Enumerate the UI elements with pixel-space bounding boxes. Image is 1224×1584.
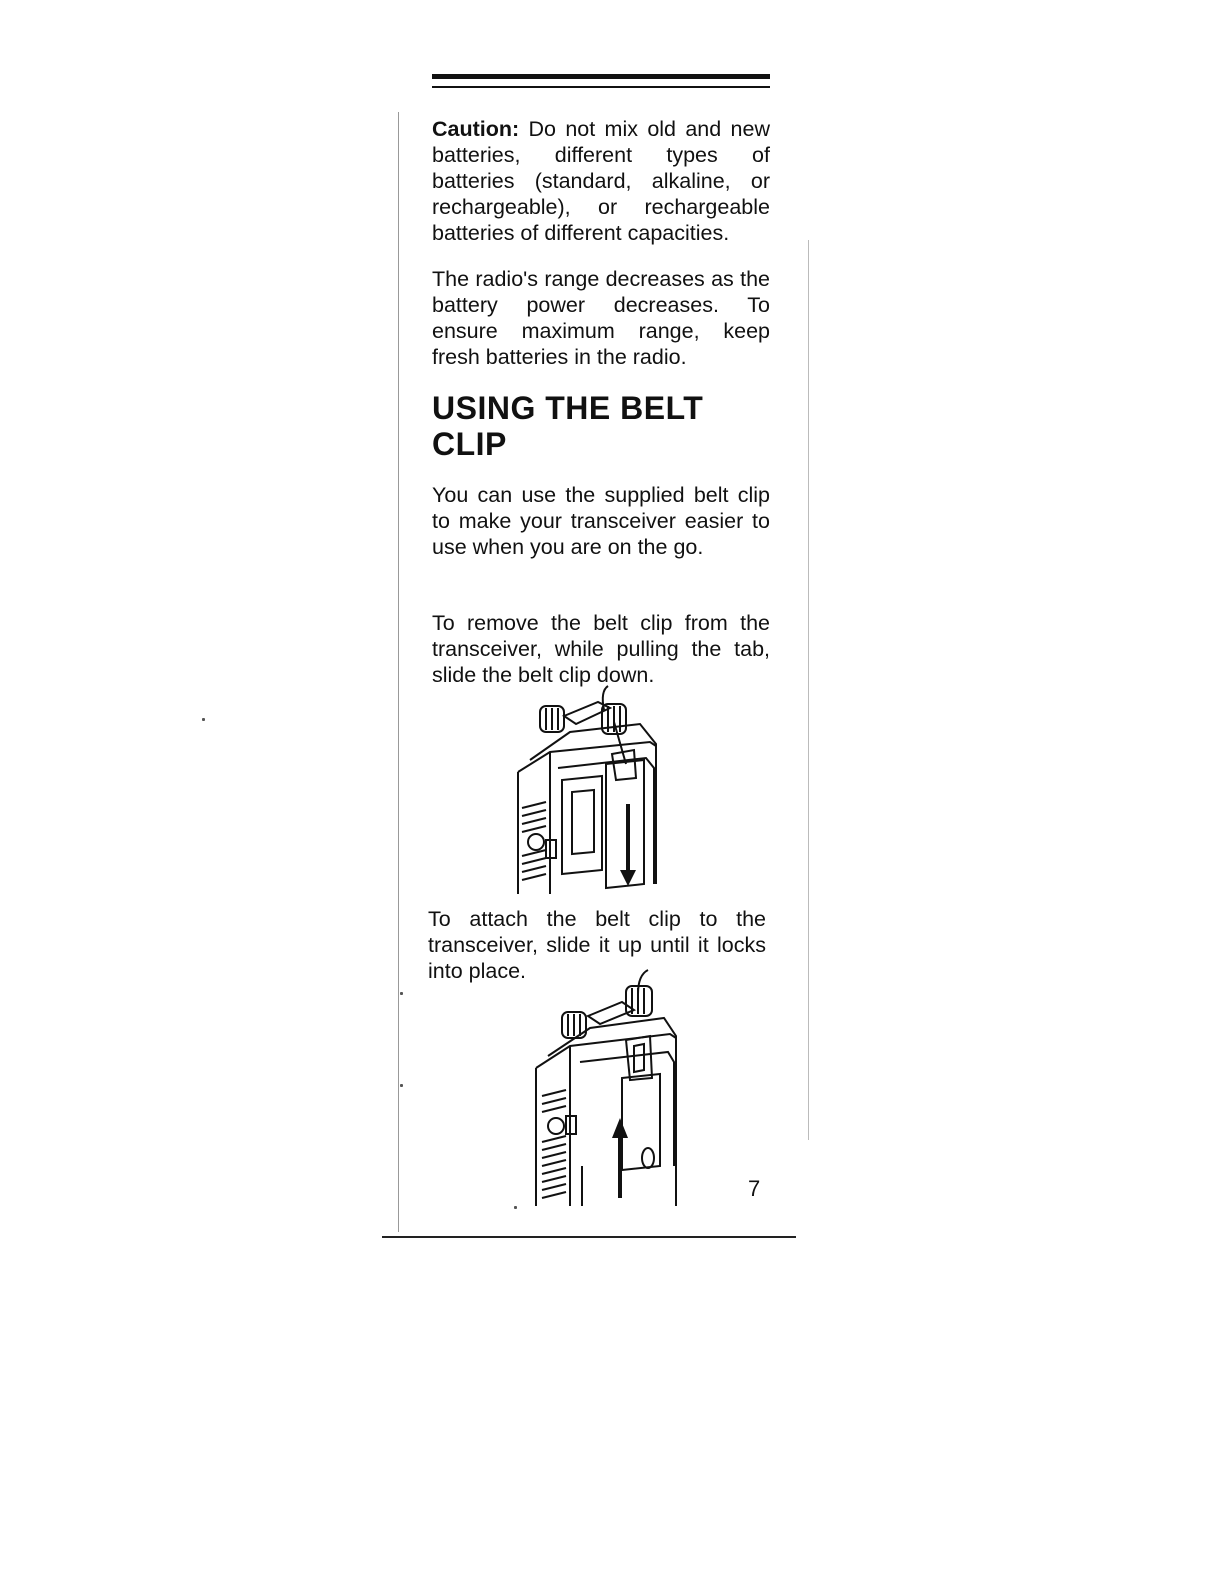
- right-margin-line: [808, 240, 809, 1140]
- remove-instructions: To remove the belt clip from the transceiver, while pulling the tab, slide the belt clip down.: [432, 611, 770, 687]
- radio-belt-clip-remove-illustration: [510, 684, 670, 894]
- intro-paragraph: You can use the supplied belt clip to make your transceiver easier to use when you are on the go.: [432, 483, 770, 559]
- scan-speck: [202, 718, 205, 721]
- radio-belt-clip-attach-illustration: [530, 966, 690, 1211]
- page-number: 7: [748, 1176, 761, 1201]
- scan-speck: [400, 1084, 403, 1087]
- caution-text: Do not mix old and new batteries, different types of batteries (standard, alkaline, or rechargeable), or rechargeable batteries of different capacities.: [432, 117, 770, 245]
- footer-rule: [382, 1236, 796, 1238]
- attach-instructions: To attach the belt clip to the transceiver, slide it up until it locks into place.: [428, 907, 766, 983]
- scan-speck: [514, 1206, 517, 1209]
- left-margin-line: [398, 112, 399, 1232]
- caution-paragraph: [432, 116, 770, 246]
- range-paragraph: The radio's range decreases as the battery power decreases. To ensure maximum range, keep fresh batteries in the radio.: [432, 267, 770, 369]
- scan-speck: [400, 992, 403, 995]
- header-rule-thin: [432, 86, 770, 88]
- caution-label: Caution:: [432, 117, 520, 141]
- header-rule-thick: [432, 74, 770, 79]
- section-heading: USING THE BELT CLIP: [432, 390, 704, 462]
